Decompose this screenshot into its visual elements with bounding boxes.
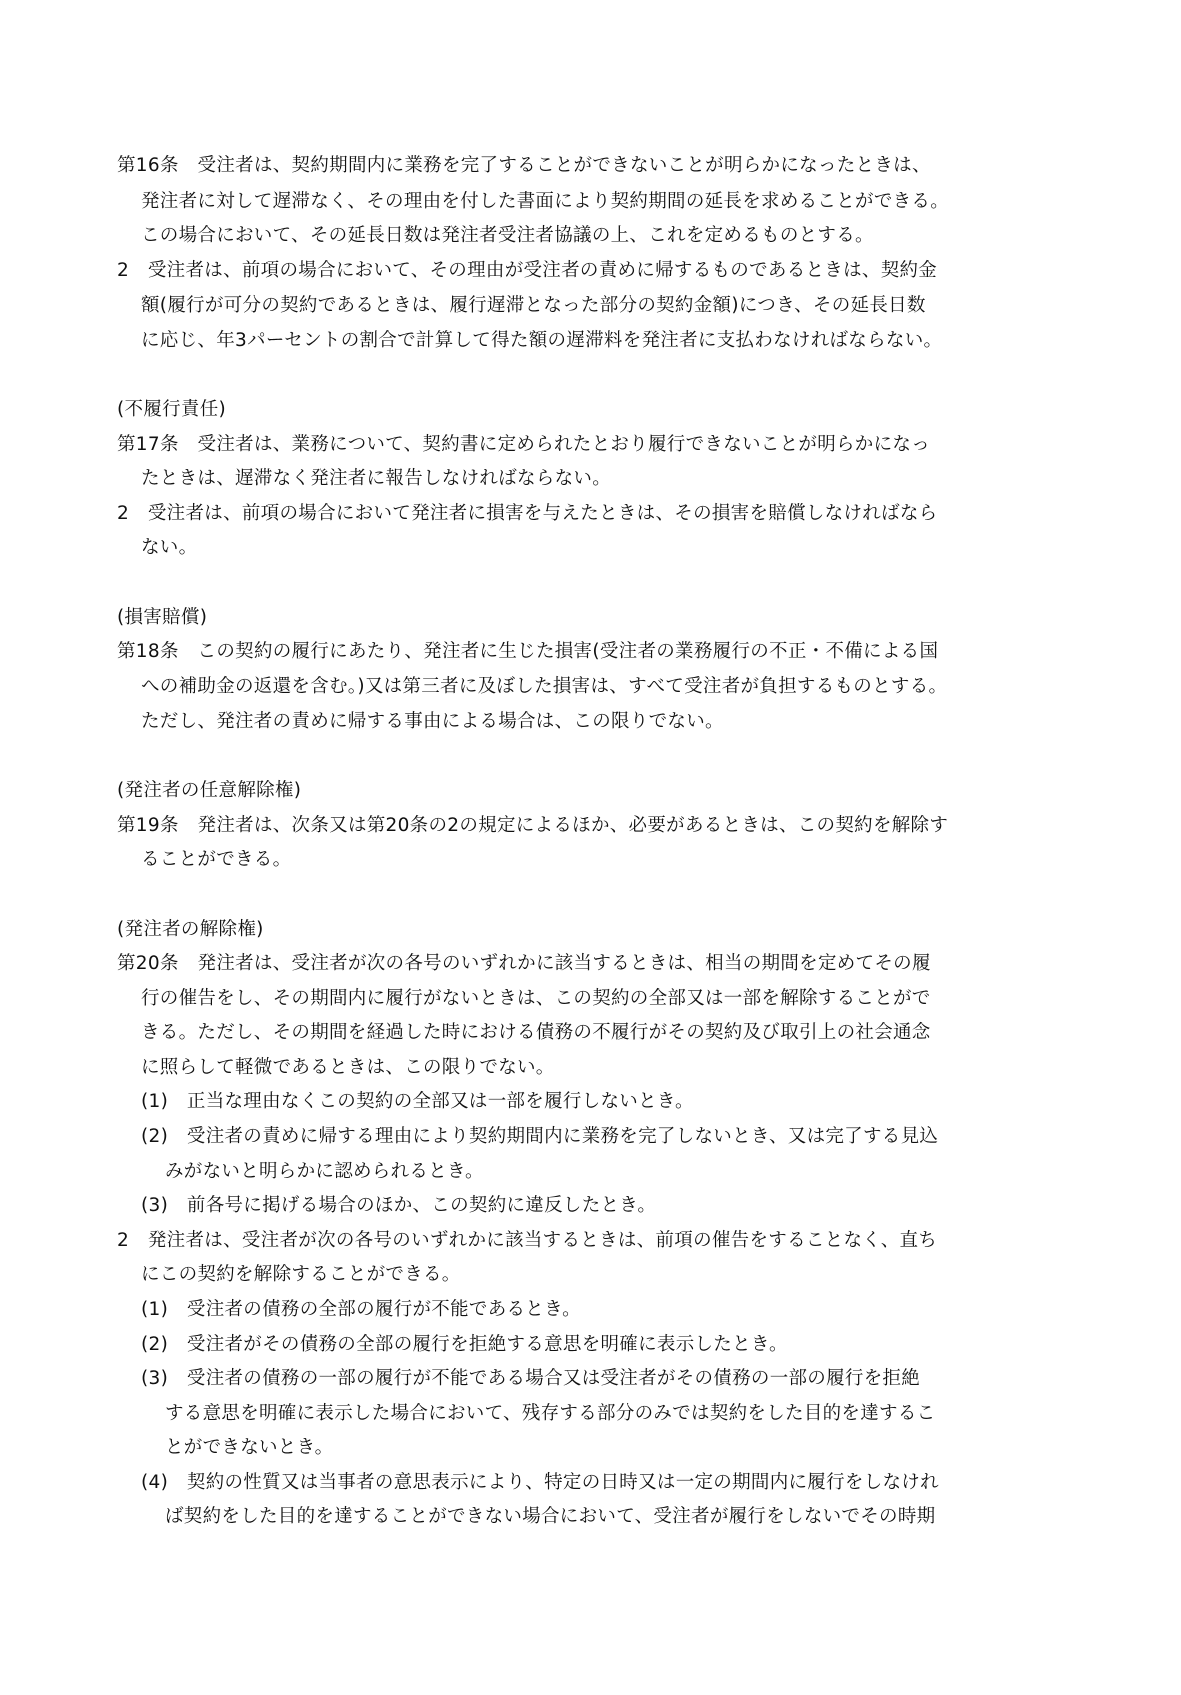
article-16-line-1: 第16条 受注者は、契約期間内に業務を完了することができないことが明らかになったときは、 [117, 155, 931, 176]
article-20-line-2: 行の催告をし、その期間内に履行がないときは、この契約の全部又は一部を解除することがで [141, 988, 931, 1009]
article-16-line-3: この場合において、その延長日数は発注者受注者協議の上、これを定めるものとする。 [141, 225, 874, 246]
article-18-line-3: ただし、発注者の責めに帰する事由による場合は、この限りでない。 [141, 711, 724, 732]
article-20-para-2-item-1: (1) 受注者の債務の全部の履行が不能であるとき。 [141, 1299, 581, 1320]
article-20-item-2-line-2: みがないと明らかに認められるとき。 [165, 1161, 484, 1182]
article-20-para-2-line-1: 2 発注者は、受注者が次の各号のいずれかに該当するときは、前項の催告をすることなく、直ち [117, 1230, 938, 1251]
article-20-line-4: に照らして軽微であるときは、この限りでない。 [141, 1057, 555, 1078]
article-20-para-2-item-3-line-3: とができないとき。 [165, 1437, 334, 1458]
article-20-para-2-item-4-line-2: ば契約をした目的を達することができない場合において、受注者が履行をしないでその時期 [165, 1506, 936, 1527]
article-18-line-2: への補助金の返還を含む。)又は第三者に及ぼした損害は、すべて受注者が負担するものとする。 [141, 676, 948, 697]
article-19-line-1: 第19条 発注者は、次条又は第20条の2の規定によるほか、必要があるときは、この契約を解除す [117, 815, 949, 836]
heading-discretionary-termination: (発注者の任意解除権) [117, 780, 302, 801]
article-17-para-2-line-2: ない。 [141, 537, 198, 558]
heading-termination-rights: (発注者の解除権) [117, 919, 264, 940]
article-16-para-2-line-3: に応じ、年3パーセントの割合で計算して得た額の遅滞料を発注者に支払わなければならない。 [141, 330, 943, 351]
article-16-line-2: 発注者に対して遅滞なく、その理由を付した書面により契約期間の延長を求めることができる。 [141, 191, 950, 212]
heading-nonperformance: (不履行責任) [117, 399, 227, 420]
article-20-item-2-line-1: (2) 受注者の責めに帰する理由により契約期間内に業務を完了しないとき、又は完了する見込 [141, 1126, 939, 1147]
article-20-para-2-item-3-line-2: する意思を明確に表示した場合において、残存する部分のみでは契約をした目的を達するこ [165, 1403, 936, 1424]
article-17-para-2-line-1: 2 受注者は、前項の場合において発注者に損害を与えたときは、その損害を賠償しなければなら [117, 503, 938, 524]
article-20-para-2-item-4-line-1: (4) 契約の性質又は当事者の意思表示により、特定の日時又は一定の期間内に履行をしなけれ [141, 1472, 939, 1493]
article-20-line-1: 第20条 発注者は、受注者が次の各号のいずれかに該当するときは、相当の期間を定めてその履 [117, 953, 931, 974]
article-20-para-2-item-2: (2) 受注者がその債務の全部の履行を拒絶する意思を明確に表示したとき。 [141, 1334, 788, 1355]
article-17-line-1: 第17条 受注者は、業務について、契約書に定められたとおり履行できないことが明らかになっ [117, 434, 931, 455]
heading-damages: (損害賠償) [117, 607, 208, 628]
article-19-line-2: ることができる。 [141, 849, 292, 870]
article-16-para-2-line-1: 2 受注者は、前項の場合において、その理由が受注者の責めに帰するものであるときは、契約金 [117, 260, 938, 281]
article-20-para-2-item-3-line-1: (3) 受注者の債務の一部の履行が不能である場合又は受注者がその債務の一部の履行を拒絶 [141, 1368, 921, 1389]
article-17-line-2: たときは、遅滞なく発注者に報告しなければならない。 [141, 468, 612, 489]
article-20-line-3: きる。ただし、その期間を経過した時における債務の不履行がその契約及び取引上の社会通念 [141, 1022, 931, 1043]
article-16-para-2-line-2: 額(履行が可分の契約であるときは、履行遅滞となった部分の契約金額)につき、その延長日数 [141, 295, 926, 316]
article-18-line-1: 第18条 この契約の履行にあたり、発注者に生じた損害(受注者の業務履行の不正・不備による国 [117, 641, 939, 662]
article-20-item-1: (1) 正当な理由なくこの契約の全部又は一部を履行しないとき。 [141, 1091, 694, 1112]
article-20-para-2-line-2: にこの契約を解除することができる。 [141, 1264, 461, 1285]
article-20-item-3: (3) 前各号に掲げる場合のほか、この契約に違反したとき。 [141, 1195, 657, 1216]
